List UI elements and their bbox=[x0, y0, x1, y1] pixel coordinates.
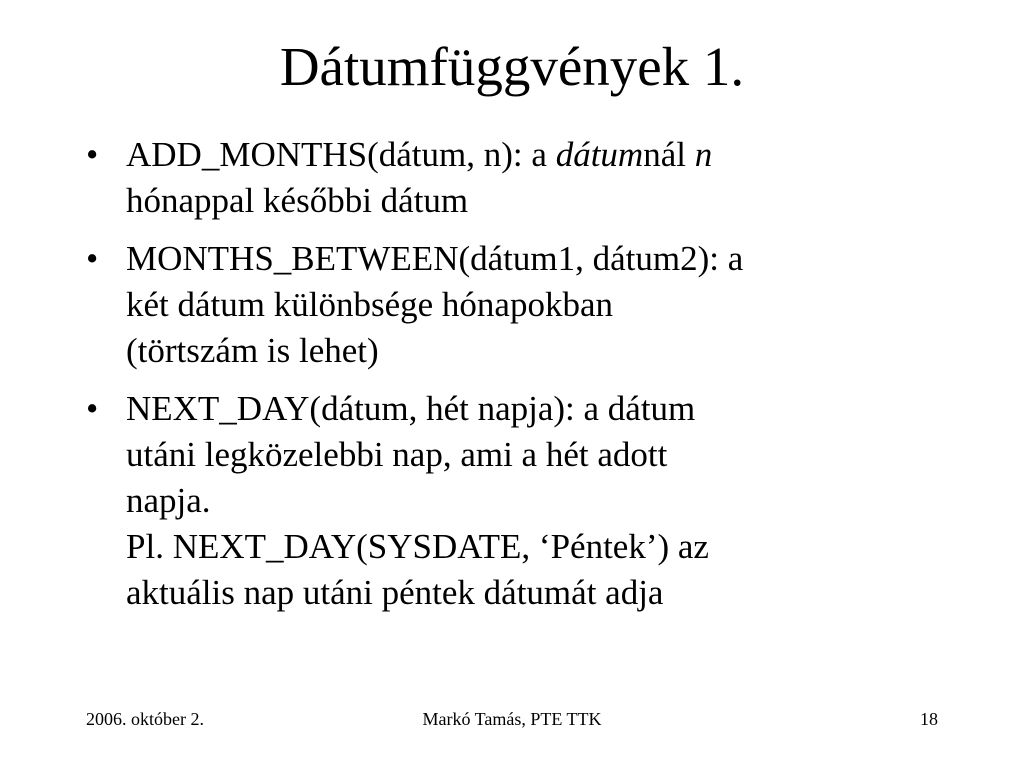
bullet-line: MONTHS_BETWEEN(dátum1, dátum2): a bbox=[126, 239, 744, 278]
bullet-line bbox=[126, 132, 946, 178]
footer-page-number: 18 bbox=[920, 709, 938, 729]
bullet-text-italic: n bbox=[694, 135, 713, 174]
bullet-line: utáni legközelebbi nap, ami a hét adott bbox=[126, 435, 668, 474]
bullet-line: napja. bbox=[126, 481, 211, 520]
bullet-text: nál bbox=[643, 135, 695, 174]
bullet-line: aktuális nap utáni péntek dátumát adja bbox=[126, 573, 664, 612]
bullet-line: (törtszám is lehet) bbox=[126, 331, 379, 370]
bullet-text-italic: dátum bbox=[555, 135, 644, 174]
footer-date: 2006. október 2. bbox=[86, 709, 204, 729]
bullet-list bbox=[86, 132, 946, 628]
bullet-line: két dátum különbsége hónapokban bbox=[126, 285, 613, 324]
footer-author: Markó Tamás, PTE TTK bbox=[422, 709, 602, 729]
bullet-dot-icon: • bbox=[86, 135, 99, 174]
bullet-item-months-between bbox=[86, 236, 946, 374]
bullet-dot-icon: • bbox=[86, 389, 99, 428]
bullet-text: ADD_MONTHS(dátum, n): a bbox=[126, 135, 556, 174]
bullet-line: hónappal későbbi dátum bbox=[126, 181, 469, 220]
bullet-dot-icon: • bbox=[86, 239, 99, 278]
bullet-item-next-day bbox=[86, 386, 946, 616]
slide-title: Dátumfüggvények 1. bbox=[279, 36, 745, 97]
bullet-line: Pl. NEXT_DAY(SYSDATE, ‘Péntek’) az bbox=[126, 527, 709, 566]
bullet-item-add-months bbox=[86, 132, 946, 224]
bullet-line: NEXT_DAY(dátum, hét napja): a dátum bbox=[126, 389, 696, 428]
